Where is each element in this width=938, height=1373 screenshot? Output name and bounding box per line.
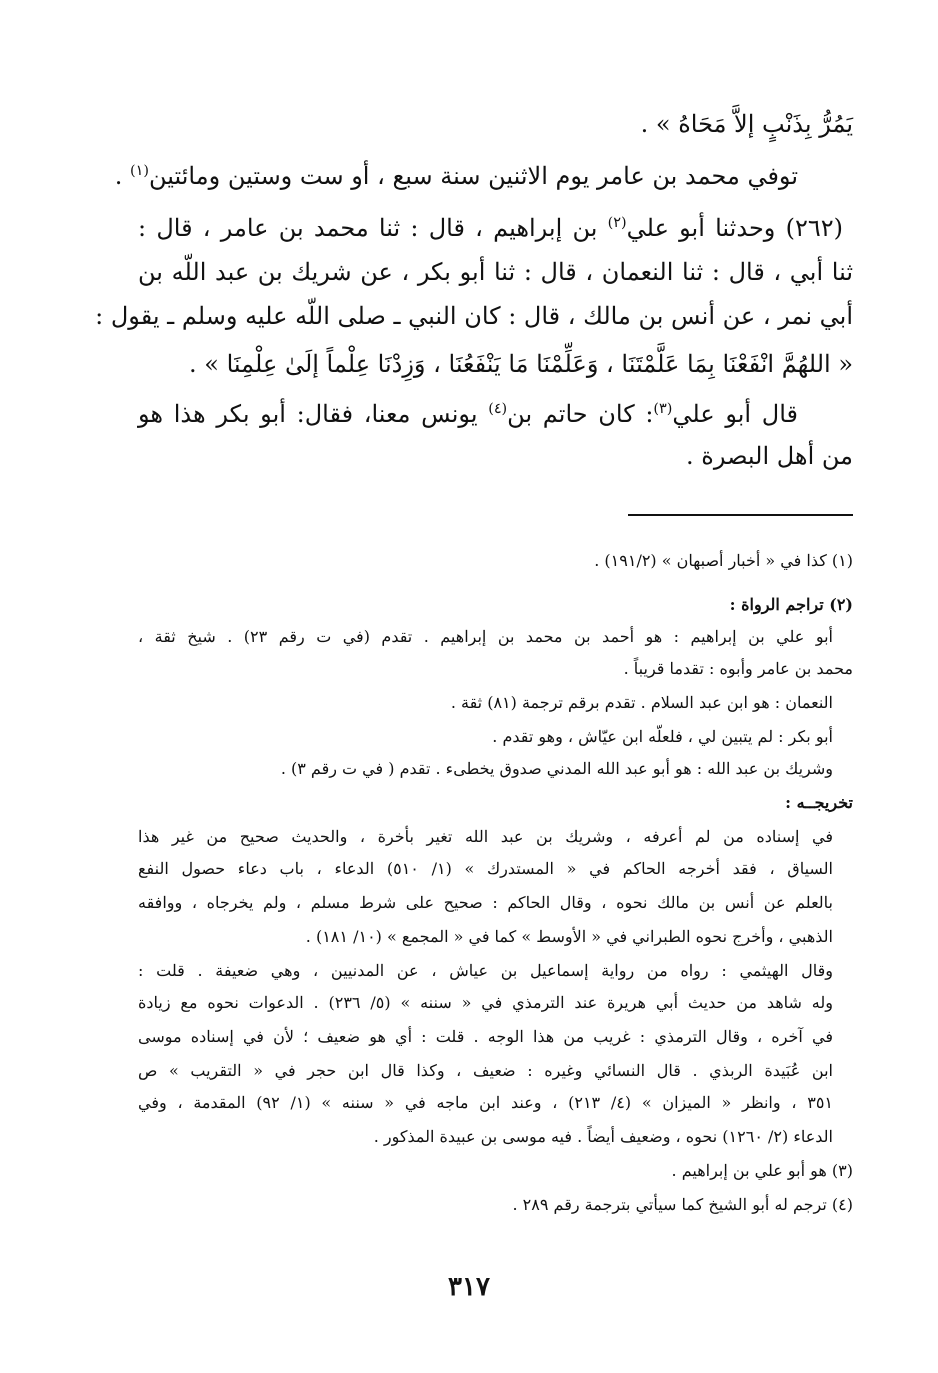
footnote-4: (٤) ترجم له أبو الشيخ كما سيأتي بترجمة رقم ٢٨٩ .: [512, 1195, 853, 1214]
main-line-7: [138, 394, 798, 434]
takhrij-line-10: الدعاء (٢/ ١٢٦٠) نحوه ، وضعيف أيضاً . فيه موسى بن عبيدة المذكور .: [373, 1127, 833, 1146]
main-line-5: أبي نمر ، عن أنس بن مالك ، قال : كان النبي ـ صلى اللّه عليه وسلم ـ يقول :: [95, 302, 853, 330]
footnote-2-line-3: النعمان : هو ابن عبد السلام . تقدم برقم ترجمة (٨١) ثقة .: [450, 693, 833, 712]
takhrij-line-2: السياق ، فقد أخرجه الحاكم في « المستدرك » (١/ ٥١٠) الدعاء ، باب دعاء حصول النفع: [138, 859, 834, 878]
takhrij-title: تخريجــه :: [785, 793, 853, 812]
main-line-3: [138, 208, 843, 248]
takhrij-line-4: الذهبي ، وأخرج نحوه الطبراني في « الأوسط » كما في « المجمع » (١٠/ ١٨١) .: [305, 927, 833, 946]
takhrij-line-3: بالعلم عن أنس بن مالك نحوه ، وقال الحاكم : صحيح على شرط مسلم ، ولم يخرجاه ، ووافقه: [138, 893, 833, 912]
main-line-3-b: بن إبراهيم ، قال : ثنا محمد بن عامر ، قال :: [138, 214, 608, 242]
main-line-6: « اللهُمَّ انْفَعْنَا بِمَا عَلَّمْتَنَا ، وَعَلِّمْنَا مَا يَنْفَعُنَا ، وَزِدْنَا عِلْماً إلَىٰ عِلْمِنَا » .: [189, 350, 853, 378]
footnote-ref-3: (٣): [653, 401, 673, 417]
takhrij-line-7: في آخره ، وقال الترمذي : غريب من هذا الوجه . قلت : أي هو ضعيف ؛ لأن في إسناده موسى: [138, 1027, 833, 1046]
takhrij-line-6: وله شاهد من حديث أبي هريرة عند الترمذي في « سننه » (٥/ ٢٣٦) . الدعوات نحوه مع زيادة: [138, 993, 833, 1012]
main-line-7-c: يونس معنا، فقال: أبو بكر هذا هو: [138, 400, 489, 428]
page-number: ٣١٧: [448, 1272, 490, 1302]
footnote-ref-1: (١): [130, 163, 149, 179]
footnote-1: (١) كذا في « أخبار أصبهان » (١٩١/٢) .: [594, 551, 853, 570]
main-line-7-a: قال أبو علي: [672, 400, 798, 428]
footnote-3: (٣) هو أبو علي بن إبراهيم .: [671, 1161, 853, 1180]
footnote-2-line-4: أبو بكر : لم يتبين لي ، فلعلّه ابن عيّاش ، وهو تقدم .: [492, 727, 833, 746]
footnote-2-line-2: محمد بن عامر وأبوه : تقدما قريباً .: [623, 659, 853, 678]
takhrij-line-9: ٣٥١ ، وانظر « الميزان » (٤/ ٢١٣) ، وعند ابن ماجه في « سننه » (١/ ٩٢) المقدمة ، وفي: [138, 1093, 834, 1112]
takhrij-line-5: وقال الهيثمي : رواه من رواية إسماعيل بن عياش ، عن المدنيين ، وهي ضعيفة . قلت :: [138, 961, 833, 980]
main-line-2: [114, 156, 798, 196]
footnote-2-title: (٢) تراجم الرواة :: [729, 595, 853, 614]
main-line-8: من أهل البصرة .: [686, 442, 853, 470]
footnote-ref-4: (٤): [488, 401, 508, 417]
main-line-3-a: (٢٦٢) وحدثنا أبو علي: [626, 214, 844, 242]
main-line-4: ثنا أبي ، قال : ثنا النعمان ، قال : ثنا أبو بكر ، عن شريك بن عبد اللّه بن: [138, 258, 853, 286]
footnote-ref-2: (٢): [607, 215, 627, 231]
footnote-2-line-1: أبو علي بن إبراهيم : هو أحمد بن محمد بن إبراهيم . تقدم (في ت رقم ٢٣) . شيخ ثقة ،: [138, 627, 833, 646]
footnote-2-line-5: وشريك بن عبد الله : هو أبو عبد الله المدني صدوق يخطىء . تقدم ( في ت رقم ٣) .: [280, 759, 833, 778]
main-line-7-b: : كان حاتم بن: [507, 400, 654, 428]
main-line-1: يَمُرُّ بِذَنْبٍ إلاَّ مَحَاهُ » .: [640, 110, 853, 138]
footnote-separator: [628, 514, 853, 516]
takhrij-line-8: ابن عُبَيدة الربذي . قال النسائي وغيره : ضعيف ، وكذا قال ابن حجر في « التقريب » ص: [138, 1061, 833, 1080]
main-line-2-text: توفي محمد بن عامر يوم الاثنين سنة سبع ، أو ست وستين ومائتين: [149, 162, 798, 190]
main-line-2-end: .: [114, 162, 131, 190]
takhrij-line-1: في إسناده من لم أعرفه ، وشريك بن عبد الله تغير بأخرة ، والحديث صحيح من غير هذا: [138, 827, 833, 846]
